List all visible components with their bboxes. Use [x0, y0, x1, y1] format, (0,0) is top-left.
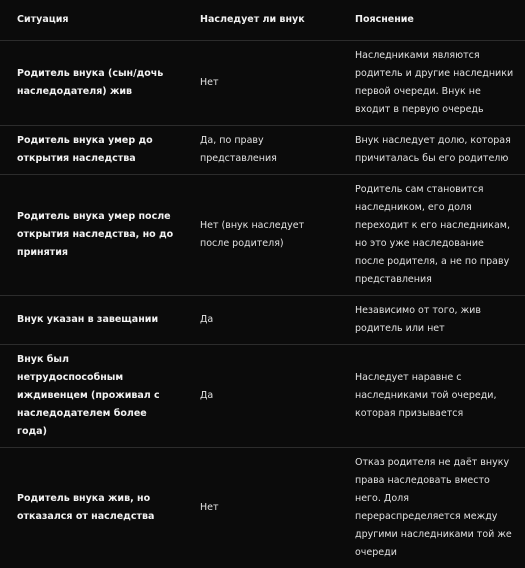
explanation-cell: Родитель сам становится наследником, его доля переходит к его наследникам, но это уже наследование после родителя, а не по праву представления: [338, 175, 525, 296]
header-row: [0, 0, 525, 41]
table-body: [0, 41, 525, 568]
situation-cell: Родитель внука (сын/дочь наследодателя) жив: [0, 41, 183, 126]
column-header-situation: Ситуация: [0, 0, 183, 41]
situation-cell: Родитель внука жив, но отказался от наследства: [0, 448, 183, 568]
explanation-cell: Внук наследует долю, которая причиталась бы его родителю: [338, 126, 525, 175]
situation-cell: Внук указан в завещании: [0, 296, 183, 345]
inherits-cell: Да: [183, 296, 338, 345]
table-row: [0, 126, 525, 175]
inherits-cell: Нет: [183, 41, 338, 126]
inherits-cell: Да: [183, 345, 338, 448]
inherits-cell: Нет: [183, 448, 338, 568]
explanation-cell: Независимо от того, жив родитель или нет: [338, 296, 525, 345]
situation-cell: Внук был нетрудоспособным иждивенцем (проживал с наследодателем более года): [0, 345, 183, 448]
explanation-cell: Отказ родителя не даёт внуку права наследовать вместо него. Доля перераспределяется между другими наследниками той же очереди: [338, 448, 525, 568]
table-header: [0, 0, 525, 41]
table-row: [0, 175, 525, 296]
inherits-cell: Да, по праву представления: [183, 126, 338, 175]
column-header-explanation: Пояснение: [338, 0, 525, 41]
situation-cell: Родитель внука умер после открытия наследства, но до принятия: [0, 175, 183, 296]
column-header-inherits: Наследует ли внук: [183, 0, 338, 41]
explanation-cell: Наследует наравне с наследниками той очереди, которая призывается: [338, 345, 525, 448]
table-row: [0, 345, 525, 448]
inherits-cell: Нет (внук наследует после родителя): [183, 175, 338, 296]
table-row: [0, 41, 525, 126]
situation-cell: Родитель внука умер до открытия наследства: [0, 126, 183, 175]
table-row: [0, 448, 525, 568]
table-row: [0, 296, 525, 345]
explanation-cell: Наследниками являются родитель и другие наследники первой очереди. Внук не входит в первую очередь: [338, 41, 525, 126]
